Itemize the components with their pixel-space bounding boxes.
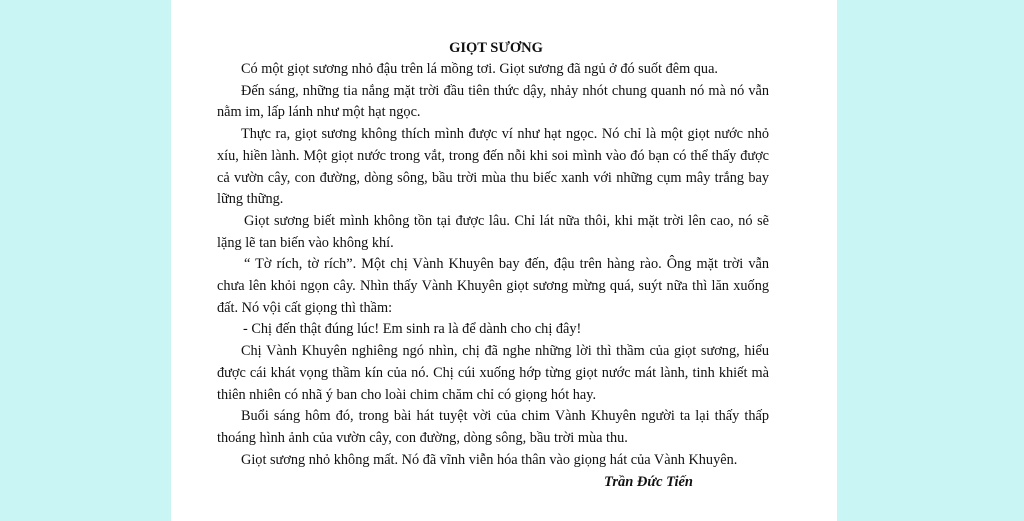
paragraph-5: “ Tờ rích, tờ rích”. Một chị Vành Khuyên bay đến, đậu trên hàng rào. Ông mặt trời vẫn chưa lên khỏi ngọn cây. Nhìn thấy Vành Khuyên giọt sương mừng quá, suýt nữa thì lăn xuống đất. Nó vội cất giọng thì thầm: bbox=[217, 256, 769, 316]
paragraph-8: Buổi sáng hôm đó, trong bài hát tuyệt vời của chim Vành Khuyên người ta lại thấy thấp thoáng hình ảnh của vườn cây, con đường, dòng sông, bầu trời mùa thu. bbox=[217, 408, 769, 446]
paragraph-7: Chị Vành Khuyên nghiêng ngó nhìn, chị đã nghe những lời thì thầm của giọt sương, hiểu được cái khát vọng thầm kín của nó. Chị cúi xuống hớp từng giọt nước mát lành, tinh khiết mà thiên nhiên có nhã ý ban cho loài chim chăm chỉ có giọng hót hay. bbox=[217, 343, 769, 403]
author-signature: Trần Đức Tiến bbox=[604, 474, 693, 491]
story-title: GIỌT SƯƠNG bbox=[449, 40, 543, 56]
document-page bbox=[171, 0, 837, 521]
paragraph-3: Thực ra, giọt sương không thích mình được ví như hạt ngọc. Nó chỉ là một giọt nước nhỏ xíu, hiền lành. Một giọt nước trong vắt, trong đến nỗi khi soi mình vào đó bạn có thể thấy được cả vườn cây, con đường, dòng sông, bầu trời mùa thu biếc xanh với những cụm mây trắng bay lững thững. bbox=[217, 126, 769, 208]
paragraph-6-dialogue: - Chị đến thật đúng lúc! Em sinh ra là để dành cho chị đây! bbox=[243, 321, 582, 338]
paragraph-1: Có một giọt sương nhỏ đậu trên lá mồng tơi. Giọt sương đã ngủ ở đó suốt đêm qua. bbox=[241, 61, 718, 77]
paragraph-9: Giọt sương nhỏ không mất. Nó đã vĩnh viễn hóa thân vào giọng hát của Vành Khuyên. bbox=[241, 451, 738, 468]
paragraph-4: Giọt sương biết mình không tồn tại được lâu. Chỉ lát nữa thôi, khi mặt trời lên cao, nó sẽ lặng lẽ tan biến vào không khí. bbox=[217, 212, 769, 251]
paragraph-2: Đến sáng, những tia nắng mặt trời đầu tiên thức dậy, nhảy nhót chung quanh nó mà nó vẫn nằm im, lấp lánh như một hạt ngọc. bbox=[217, 82, 769, 121]
